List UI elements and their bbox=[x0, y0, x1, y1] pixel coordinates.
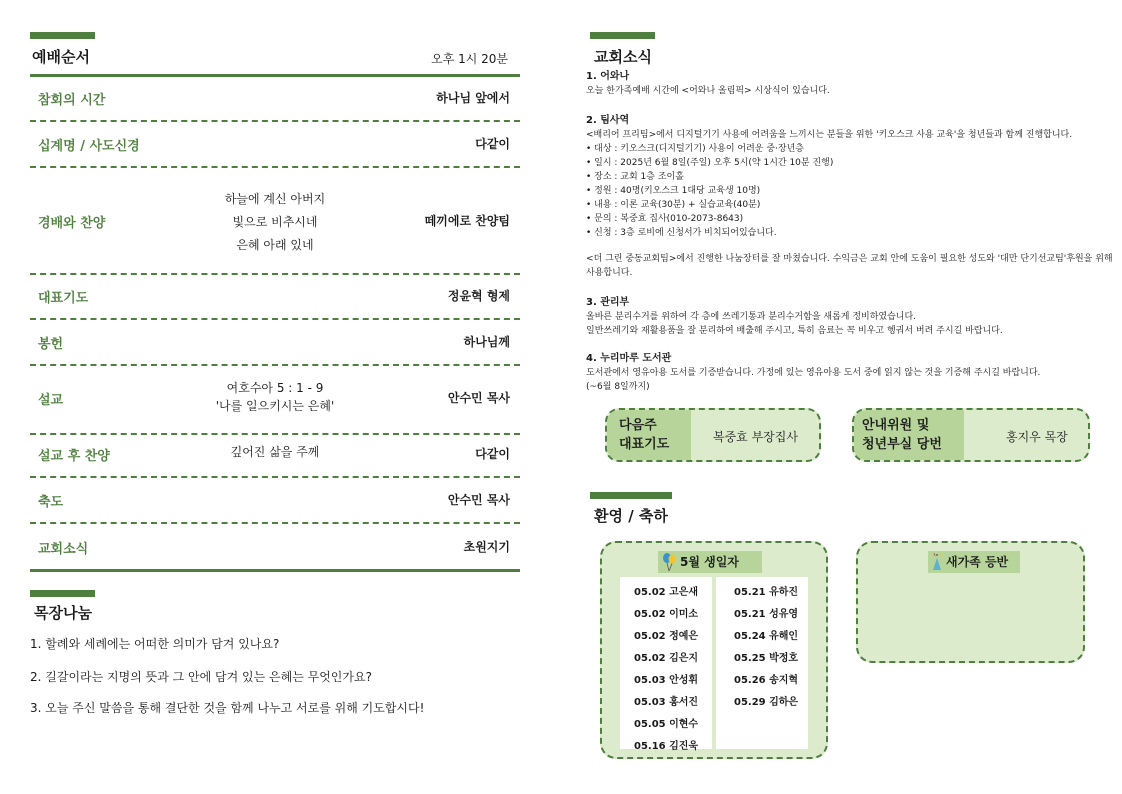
praise-song-3: 은혜 아래 있네 bbox=[236, 238, 314, 252]
party-popper-icon bbox=[930, 553, 944, 571]
duty-tag-line: 안내위원 및 bbox=[862, 418, 930, 433]
birthday-item: 05.02 이미소 bbox=[634, 609, 699, 620]
praise-song-1: 하늘에 계신 아버지 bbox=[224, 192, 326, 206]
order-divider bbox=[30, 166, 520, 168]
worship-time: 오후 1시 20분 bbox=[431, 52, 508, 66]
duty-usher bbox=[852, 408, 1090, 462]
news-accent-bar bbox=[590, 32, 655, 39]
duty-tag bbox=[607, 410, 691, 460]
birthday-item: 05.25 박정호 bbox=[734, 653, 799, 664]
order-label: 설교 후 찬양 bbox=[38, 449, 110, 464]
order-top-rule bbox=[30, 74, 520, 77]
sharing-question-2: 2. 길갈이라는 지명의 뜻과 그 안에 담겨 있는 은혜는 무엇인가요? bbox=[30, 670, 372, 684]
order-divider bbox=[30, 120, 520, 122]
order-leader: 초원지기 bbox=[463, 540, 510, 554]
news-line: 올바른 분리수거를 위하여 각 층에 쓰레기통과 분리수거함을 새롭게 정비하였습니다. bbox=[586, 312, 917, 322]
order-label: 십계명 / 사도신경 bbox=[38, 139, 140, 154]
sharing-accent-bar bbox=[30, 590, 95, 597]
order-divider bbox=[30, 364, 520, 366]
birthday-item: 05.05 이현수 bbox=[634, 719, 699, 730]
news-team-ministry bbox=[586, 114, 1116, 280]
news-heading: 1. 어와나 bbox=[586, 71, 630, 82]
news-line: • 대상 : 키오스크(디지털기기) 사용이 어려운 중·장년층 bbox=[586, 144, 804, 154]
newcomer-header bbox=[928, 551, 1020, 573]
birthday-title: 5월 생일자 bbox=[680, 555, 739, 569]
birthday-item: 05.03 홍서진 bbox=[634, 697, 699, 708]
birthday-item: 05.16 김진욱 bbox=[634, 741, 699, 752]
news-heading: 4. 누리마루 도서관 bbox=[586, 353, 672, 364]
birthday-panel bbox=[600, 541, 828, 759]
news-facilities bbox=[586, 296, 1116, 338]
news-title: 교회소식 bbox=[594, 48, 652, 66]
birthday-item: 05.21 성유영 bbox=[734, 609, 799, 620]
order-leader: 다같이 bbox=[475, 447, 510, 461]
birthday-header bbox=[658, 551, 762, 573]
news-line: • 내용 : 이론 교육(30분) + 실습교육(40분) bbox=[586, 200, 761, 210]
news-heading: 3. 관리부 bbox=[586, 297, 630, 308]
order-label: 봉헌 bbox=[38, 337, 64, 352]
praise-song-2: 빛으로 비추시네 bbox=[232, 215, 318, 229]
news-line: • 일시 : 2025년 6월 8일(주일) 오후 5시(약 1시간 10분 진행) bbox=[586, 158, 834, 168]
duty-name: 복중효 부장집사 bbox=[713, 430, 798, 444]
news-line: 도서관에서 영유아용 도서를 기증받습니다. 가정에 있는 영유아용 도서 중에 읽지 않는 것을 기증해 주시길 바랍니다. bbox=[586, 368, 1041, 378]
order-leader: 안수민 목사 bbox=[447, 391, 510, 405]
birthday-item: 05.21 유하진 bbox=[734, 587, 799, 598]
news-line: (~6월 8일까지) bbox=[586, 382, 650, 392]
response-song: 깊어진 삶을 주께 bbox=[230, 445, 320, 459]
news-line: • 신청 : 3층 로비에 신청서가 비치되어있습니다. bbox=[586, 228, 777, 238]
order-leader: 안수민 목사 bbox=[447, 493, 510, 507]
news-line: <배리어 프리팀>에서 디지털기기 사용에 어려움을 느끼시는 분들을 위한 '키오스크 사용 교육'을 청년들과 함께 진행합니다. bbox=[586, 130, 1073, 140]
duty-tag-line: 청년부실 당번 bbox=[862, 437, 942, 452]
sharing-title: 목장나눔 bbox=[34, 604, 92, 622]
order-leader: 다같이 bbox=[475, 137, 510, 151]
order-accent-bar bbox=[30, 32, 95, 39]
duty-tag-line: 다음주 bbox=[619, 418, 657, 433]
sharing-question-3: 3. 오늘 주신 말씀을 통해 결단한 것을 함께 나누고 서로를 위해 기도합시다! bbox=[30, 701, 425, 715]
order-divider bbox=[30, 433, 520, 435]
news-heading: 2. 팀사역 bbox=[586, 115, 630, 126]
order-divider bbox=[30, 318, 520, 320]
birthday-item: 05.03 안성휘 bbox=[634, 675, 699, 686]
news-line: • 장소 : 교회 1층 조이홀 bbox=[586, 172, 684, 182]
order-label: 참회의 시간 bbox=[38, 93, 106, 108]
news-library bbox=[586, 352, 1116, 394]
order-divider bbox=[30, 476, 520, 478]
order-leader: 떼끼에로 찬양팀 bbox=[424, 214, 510, 228]
news-line: • 문의 : 복중효 집사(010-2073-8643) bbox=[586, 214, 744, 224]
news-line: • 정원 : 40명(키오스크 1대당 교육생 10명) bbox=[586, 186, 761, 196]
sermon-title: '나를 일으키시는 은혜' bbox=[215, 399, 335, 413]
birthday-item: 05.26 송지혁 bbox=[734, 675, 799, 686]
birthday-item: 05.24 유해인 bbox=[734, 631, 799, 642]
order-leader: 정윤혁 형제 bbox=[447, 289, 510, 303]
newcomer-panel bbox=[856, 541, 1085, 663]
balloon-icon bbox=[660, 553, 678, 571]
sharing-question-1: 1. 할례와 세례에는 어떠한 의미가 담겨 있나요? bbox=[30, 637, 280, 651]
newcomer-title: 새가족 등반 bbox=[946, 555, 1009, 569]
birthday-list-right bbox=[716, 577, 808, 749]
birthday-item: 05.02 고은새 bbox=[634, 587, 699, 598]
duty-tag-line: 대표기도 bbox=[619, 437, 670, 452]
birthday-item: 05.29 김하은 bbox=[734, 697, 799, 708]
order-label: 대표기도 bbox=[38, 291, 89, 306]
birthday-item: 05.02 김은지 bbox=[634, 653, 699, 664]
order-label: 축도 bbox=[38, 495, 64, 510]
sermon-scripture: 여호수아 5 : 1 - 9 bbox=[226, 381, 324, 395]
welcome-title: 환영 / 축하 bbox=[594, 507, 668, 525]
duty-tag bbox=[854, 410, 964, 460]
news-line: 오늘 한가족예배 시간에 <어와나 올림픽> 시상식이 있습니다. bbox=[586, 86, 830, 96]
worship-order-title: 예배순서 bbox=[32, 48, 90, 66]
order-divider bbox=[30, 522, 520, 524]
order-bottom-rule bbox=[30, 569, 520, 572]
birthday-list-left bbox=[620, 577, 712, 752]
news-awana bbox=[586, 70, 1116, 98]
order-label: 설교 bbox=[38, 393, 64, 408]
duty-name: 홍지우 목장 bbox=[1006, 430, 1068, 444]
order-leader: 하나님 앞에서 bbox=[436, 91, 510, 105]
news-line: 일반쓰레기와 재활용품을 잘 분리하여 배출해 주시고, 특히 음료는 꼭 비우고 헹궈서 버려 주시길 바랍니다. bbox=[586, 326, 1003, 336]
order-label: 경배와 찬양 bbox=[38, 216, 106, 231]
birthday-item: 05.02 정예은 bbox=[634, 631, 699, 642]
welcome-accent-bar bbox=[590, 492, 672, 499]
news-line: <더 그린 중동교회팀>에서 진행한 나눔장터를 잘 마쳤습니다. 수익금은 교회 안에 도움이 필요한 성도와 '대만 단기선교팀'후원을 위해 사용합니다. bbox=[586, 254, 1113, 278]
order-divider bbox=[30, 273, 520, 275]
duty-next-prayer bbox=[605, 408, 821, 462]
order-leader: 하나님께 bbox=[463, 335, 510, 349]
order-label: 교회소식 bbox=[38, 542, 89, 557]
